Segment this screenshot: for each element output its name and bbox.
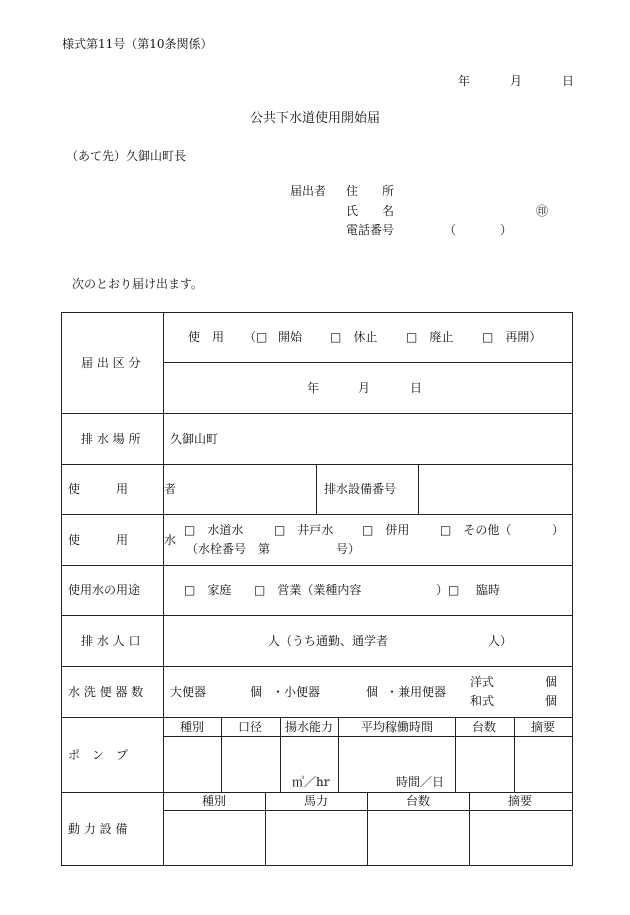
kubun-month: 月 [358,381,371,395]
applicant-label: 届出者 [290,184,327,198]
power-header-type: 種別 [201,794,227,808]
pump-header-capacity: 揚水能力 [284,720,334,734]
toilets-western: 洋式 [470,675,495,689]
population-close: 人） [488,634,513,648]
toilets-japanese: 和式 [470,694,495,708]
water-both-check[interactable]: □ 併用 [362,523,410,537]
toilets-shared: ・兼用便器 [386,685,447,699]
power-header-count: 台数 [405,794,431,808]
power-header-notes: 摘要 [507,794,533,808]
power-label: 動 力 設 備 [68,822,128,836]
kubun-year: 年 [307,381,320,395]
water-other-close: ） [552,523,565,537]
phone-label: 電話番号 [346,223,395,237]
water-well-check[interactable]: □ 井戸水 [274,523,334,537]
address-label: 住 所 [346,184,395,198]
addressee: （あて先）久御山町長 [66,149,187,163]
population-label: 排 水 人 口 [81,634,141,648]
equipment-number-label: 排水設備番号 [324,482,397,496]
purpose-temp: 臨時 [476,583,501,597]
phone-paren-close: ） [500,223,513,237]
pump-header-hours: 平均稼働時間 [360,720,434,734]
pump-time-unit: 時間／日 [396,775,445,789]
date-month-label: 月 [510,74,523,88]
pump-label: ポ ン プ [68,748,129,762]
pump-header-diameter: 口径 [237,720,263,734]
toilets-japanese-unit: 個 [545,694,558,708]
pump-flow-unit: ㎥／hr [292,775,330,789]
kubun-day: 日 [410,381,423,395]
toilets-large: 大便器 [170,685,207,699]
toilets-western-unit: 個 [545,675,558,689]
pump-header-type: 種別 [179,720,205,734]
kubun-label: 届 出 区 分 [81,356,141,370]
toilets-label: 水 洗 便 器 数 [68,685,144,699]
population-unit: 人（うち通勤、通学者 [268,634,389,648]
date-year-label: 年 [458,74,471,88]
seal-mark: ㊞ [536,204,549,218]
toilets-small-unit: 個 [366,685,379,699]
intro-text: 次のとおり届け出ます。 [72,277,204,291]
place-label: 排 水 場 所 [81,432,141,446]
kubun-start: 開始 [278,330,303,344]
meter-number-close: 号） [336,542,361,556]
meter-number-open: （水栓番号 第 [186,542,271,556]
user-label: 使 用 者 [68,482,177,496]
purpose-home-check[interactable]: □ 家庭 [184,583,232,597]
pump-header-notes: 摘要 [530,720,556,734]
kubun-resume-check[interactable]: □ 再開） [482,330,542,344]
kubun-abolish-check[interactable]: □ 廃止 [406,330,454,344]
name-label: 氏 名 [346,204,395,218]
form-number: 様式第11号（第10条関係） [62,37,213,51]
document-title: 公共下水道使用開始届 [250,111,381,126]
power-header-horsepower: 馬力 [303,794,329,808]
purpose-label: 使用水の用途 [68,583,141,597]
purpose-business-check[interactable]: □ 営業（業種内容 [254,583,362,597]
date-day-label: 日 [562,74,575,88]
water-label: 使 用 水 [68,533,177,547]
kubun-start-check[interactable]: （□ [244,330,268,344]
pump-header-count: 台数 [471,720,497,734]
toilets-small: ・小便器 [272,685,321,699]
water-other-check[interactable]: □ その他（ [440,523,512,537]
water-city-check[interactable]: □ 水道水 [184,523,244,537]
kubun-pause-check[interactable]: □ 休止 [330,330,378,344]
place-value[interactable]: 久御山町 [170,432,219,446]
kubun-usage: 使 用 [188,330,225,344]
toilets-large-unit: 個 [250,685,263,699]
purpose-business-close[interactable]: ）□ [436,583,460,597]
phone-paren-open: （ [444,223,457,237]
